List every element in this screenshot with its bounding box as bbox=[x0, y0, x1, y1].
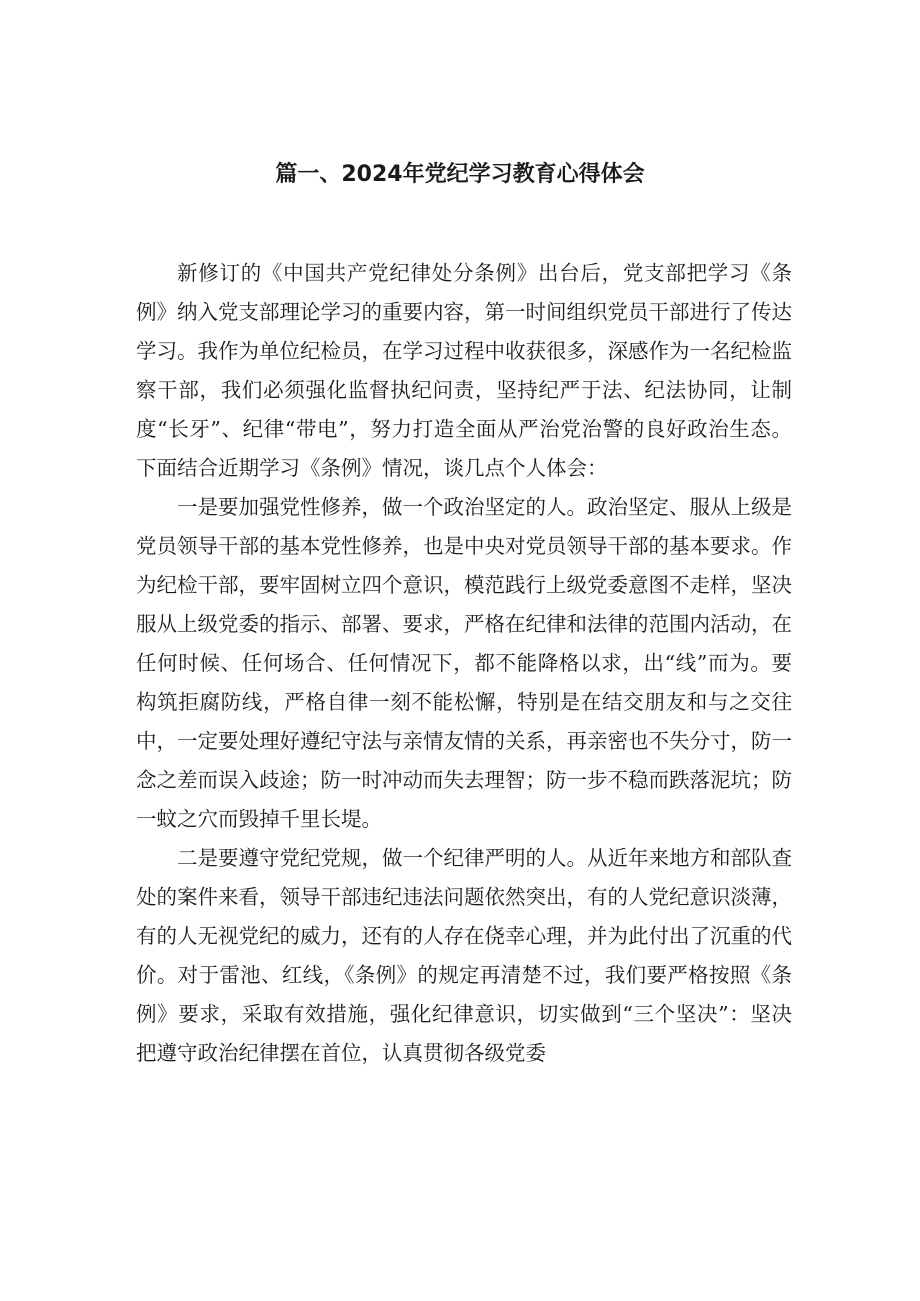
paragraph-point-two: 二是要遵守党纪党规，做一个纪律严明的人。从近年来地方和部队查处的案件来看，领导干部违纪违法问题依然突出，有的人党纪意识淡薄，有的人无视党纪的威力，还有的人存在侥幸心理，并为此付出了沉重的代价。对于雷池、红线，《条例》的规定再清楚不过，我们要严格按照《条例》要求，采取有效措施，强化纪律意识，切实做到“三个坚决”：坚决把遵守政治纪律摆在首位，认真贯彻各级党委 bbox=[136, 846, 792, 1065]
paragraph-intro: 新修订的《中国共产党纪律处分条例》出台后，党支部把学习《条例》纳入党支部理论学习的重要内容，第一时间组织党员干部进行了传达学习。我作为单位纪检员，在学习过程中收获很多，深感作为一名纪检监察干部，我们必须强化监督执纪问责，坚持纪严于法、纪法协同，让制度“长牙”、纪律“带电”，努力打造全面从严治党治警的良好政治生态。下面结合近期学习《条例》情况，谈几点个人体会： bbox=[136, 261, 792, 480]
document-body bbox=[136, 254, 792, 1073]
document-title: 篇一、2024年党纪学习教育心得体会 bbox=[275, 162, 645, 187]
paragraph-point-one: 一是要加强党性修养，做一个政治坚定的人。政治坚定、服从上级是党员领导干部的基本党性修养，也是中央对党员领导干部的基本要求。作为纪检干部，要牢固树立四个意识，模范践行上级党委意图不走样，坚决服从上级党委的指示、部署、要求，严格在纪律和法律的范围内活动，在任何时候、任何场合、任何情况下，都不能降格以求，出“线”而为。要构筑拒腐防线，严格自律一刻不能松懈，特别是在结交朋友和与之交往中，一定要处理好遵纪守法与亲情友情的关系，再亲密也不失分寸，防一念之差而误入歧途；防一时冲动而失去理智；防一步不稳而跌落泥坑；防一蚊之穴而毁掉千里长堤。 bbox=[136, 495, 792, 831]
